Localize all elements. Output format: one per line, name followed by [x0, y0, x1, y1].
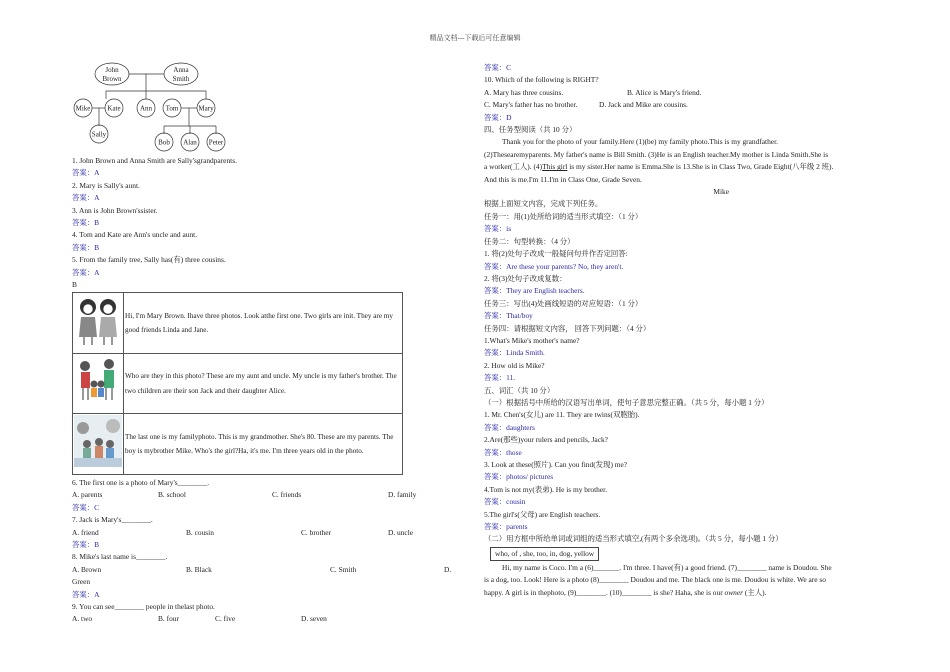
task-2: 任务二：句型转换：（4 分） — [484, 236, 575, 246]
photo-row-text: Hi, I'm Mary Brown. Ihave three photos. Look atthe first one. Two girls are init. They are my good friends Linda and Jane. — [124, 293, 403, 354]
vocab-question-4: 4.Tom is not my(表弟). He is my brother. — [484, 484, 608, 494]
italic-word: owner — [724, 587, 743, 597]
vocab-answer-2: 答案：those — [484, 447, 522, 457]
tree-node-peter: Peter — [208, 138, 224, 147]
task-1-answer: 答案：is — [484, 224, 512, 234]
task-4-question-1: 1.What's Mike's mother's name? — [484, 335, 580, 345]
passage-line-3-start: a worker(工人). (4) — [484, 162, 543, 172]
option: A. Mary has three cousins. — [484, 87, 564, 97]
tree-node-bob: Bob — [158, 138, 170, 147]
right-column — [484, 62, 879, 599]
vocab-answer-1: 答案：daughters — [484, 422, 535, 432]
answer-7: 答案：B — [72, 540, 100, 549]
question-9-options — [72, 613, 452, 625]
cloze-line-3-start: happy. A girl is in thephoto, (9)________. (10)________ is she? Haha, she is our — [484, 587, 725, 597]
answer-4: 答案：B — [72, 242, 100, 252]
question-2: 2. Mary is Sally's aunt. — [72, 180, 140, 190]
answer-3: 答案：B — [72, 218, 100, 228]
task-1: 任务一：用(1)处所给词的适当形式填空：（1 分） — [484, 211, 643, 221]
family-tree-diagram — [68, 62, 238, 154]
word-box: who, of , she, too, in, dog, yellow — [490, 547, 599, 561]
tree-anna-line1: Anna — [173, 66, 189, 74]
cloze-line-3-end: (主人). — [743, 587, 767, 597]
section-4-heading: 四、任务型阅读（共 10 分） — [484, 125, 577, 135]
question-8-option-d-text: Green — [72, 577, 91, 587]
photo-family — [73, 414, 124, 475]
tree-node-kate: Kate — [107, 104, 121, 113]
vocab-answer-5: 答案：parents — [484, 522, 528, 532]
cloze-line-1: Hi, my name is Coco. I'm a (6)_______. I'm three. I have(有) a good friend. (7)________ name is Doudou. She — [502, 562, 832, 572]
option: B. school — [158, 490, 186, 500]
tree-john-line2: Brown — [102, 75, 122, 83]
photo-row — [73, 414, 403, 475]
option: D. uncle — [388, 527, 414, 537]
option: B. Black — [186, 564, 212, 574]
option: A. friend — [72, 527, 99, 537]
option: C. Smith — [330, 564, 357, 574]
vocab-answer-3: 答案：photos/ pictures — [484, 472, 554, 482]
question-7-options — [72, 527, 452, 539]
answer-9: 答案：C — [484, 63, 512, 72]
option: D. — [444, 564, 452, 574]
answer-1: 答案：A — [72, 168, 100, 178]
task-4-question-2: 2. How old is Mike? — [484, 360, 545, 370]
task-2-question-2: 2. 将(3)处句子改成复数： — [484, 273, 567, 283]
task-2-answer-1: 答案：Are these your parents? No, they aren't. — [484, 261, 624, 271]
question-1: 1. John Brown and Anna Smith are Sally'sgrandparents. — [72, 156, 237, 165]
task-4: 任务四：请根据短文内容， 回答下列问题：（4 分） — [484, 323, 651, 333]
vocab-part-2-instructions: （二）用方框中所给单词或词组的适当形式填空,(有两个多余选项)。（共 5 分，每小题 1 分） — [484, 534, 783, 544]
left-column — [72, 155, 452, 626]
task-4-answer-1: 答案：Linda Smith. — [484, 348, 545, 358]
task-2-question-1: 1. 将(2)处句子改成一般疑问句并作否定回答: — [484, 249, 628, 259]
passage-line-3 — [484, 161, 879, 173]
cloze-line-3 — [484, 587, 879, 599]
tree-node-mike: Mike — [75, 104, 91, 113]
option: B. cousin — [186, 527, 214, 537]
photo-table — [72, 292, 403, 475]
task-2-answer-2: 答案：They are English teachers. — [484, 286, 585, 296]
passage-line-3-end: is my sister.Her name is Emma.She is 13.She is in Class Two, Grade Eight(八年级 2 班). — [567, 162, 834, 172]
passage-line-4: And this is me.I'm 11.I'm in Class One, Grade Seven. — [484, 174, 642, 184]
tree-john-line1: John — [105, 66, 119, 74]
page-header: 精品文档---下载后可任意编辑 — [429, 34, 521, 42]
task-3-answer: 答案：That/boy — [484, 311, 533, 321]
option: A. two — [72, 614, 93, 624]
answer-10: 答案：D — [484, 112, 512, 122]
photo-two-girls — [73, 293, 124, 354]
option: A. parents — [72, 490, 103, 500]
vocab-question-2: 2.Are(那些)your rulers and pencils, Jack? — [484, 435, 608, 445]
answer-2: 答案：A — [72, 193, 100, 203]
question-8: 8. Mike's last name is________. — [72, 552, 168, 562]
cloze-line-2: is a dog, too. Look! Here is a photo (8)________ Doudou and me. The black one is me. Doudou is white. We are so — [484, 575, 826, 585]
photo-row — [73, 353, 403, 414]
task-4-answer-2: 答案：11. — [484, 373, 516, 383]
tree-node-alan: Alan — [183, 138, 197, 147]
passage-line-2: (2)Thesearemyparents. My father's name is Bill Smith. (3)He is an English teacher.My mother is Linda Smith.She is — [484, 149, 829, 159]
question-9: 9. You can see________ people in thelast photo. — [72, 602, 215, 612]
answer-5: 答案：A — [72, 267, 100, 277]
option: C. Mary's father has no brother. — [484, 100, 578, 110]
vocab-answer-4: 答案：cousin — [484, 497, 526, 507]
option: D. family — [388, 490, 417, 500]
question-10-options-ab — [484, 87, 879, 99]
question-10: 10. Which of the following is RIGHT? — [484, 75, 599, 85]
question-6-options — [72, 489, 452, 501]
task-3: 任务三：写出(4)处画线短语的对应短语：（1 分） — [484, 298, 643, 308]
answer-8: 答案：A — [72, 589, 100, 599]
question-7: 7. Jack is Mary's________. — [72, 515, 153, 525]
underlined-phrase: This girl — [542, 162, 568, 172]
task-instructions: 根据上面短文内容，完成下列任务。 — [484, 199, 603, 209]
question-5: 5. From the family tree, Sally has(有) three cousins. — [72, 255, 226, 265]
option: A. Brown — [72, 564, 102, 574]
section-b-label: B — [72, 280, 77, 290]
tree-anna-line2: Smith — [172, 75, 190, 83]
question-6: 6. The first one is a photo of Mary's________. — [72, 477, 210, 487]
photo-aunt-uncle — [73, 353, 124, 414]
option: C. brother — [301, 527, 331, 537]
question-8-options — [72, 564, 452, 576]
tree-node-sally: Sally — [91, 130, 107, 139]
vocab-question-1: 1. Mr. Chen's(女儿) are 11. They are twins(双胞胎). — [484, 410, 640, 420]
photo-row-text: The last one is my familyphoto. This is my grandmother. She's 80. These are my parents. The boy is mybrother Mike. Who's the girl?Ha, it's me. I'm three years old in the photo. — [124, 414, 403, 475]
question-10-options-cd — [484, 99, 879, 111]
photo-row-text: Who are they in this photo? These are my aunt and uncle. My uncle is my father's brother. The two children are their son Jack and their daughter Alice. — [124, 353, 403, 414]
answer-6: 答案：C — [72, 502, 100, 512]
option: D. Jack and Mike are cousins. — [599, 100, 688, 110]
tree-node-ann: Ann — [139, 104, 153, 113]
question-3: 3. Ann is John Brown'ssister. — [72, 205, 158, 215]
option: B. four — [158, 614, 179, 624]
passage-line-1: Thank you for the photo of your family.Here (1)(be) my family photo.This is my grandfather. — [502, 137, 778, 147]
option: C. friends — [272, 490, 302, 500]
tree-node-tom: Tom — [165, 104, 179, 113]
vocab-question-5: 5.The girl's(父母) are English teachers. — [484, 509, 601, 519]
letter-signature: Mike — [713, 187, 729, 197]
option: D. seven — [301, 614, 327, 624]
photo-row — [73, 293, 403, 354]
option: B. Alice is Mary's friend. — [627, 87, 702, 97]
vocab-part-1-instructions: （一）根据括号中所给的汉语写出单词，使句子意思完整正确。（共 5 分，每小题 1 分） — [484, 397, 769, 407]
section-5-heading: 五、词汇（共 10 分） — [484, 385, 555, 395]
question-4: 4. Tom and Kate are Ann's uncle and aunt. — [72, 230, 198, 240]
option: C. five — [215, 614, 236, 624]
tree-node-mary: Mary — [198, 104, 214, 113]
vocab-question-3: 3. Look at these(照片). Can you find(发现) me? — [484, 460, 628, 469]
